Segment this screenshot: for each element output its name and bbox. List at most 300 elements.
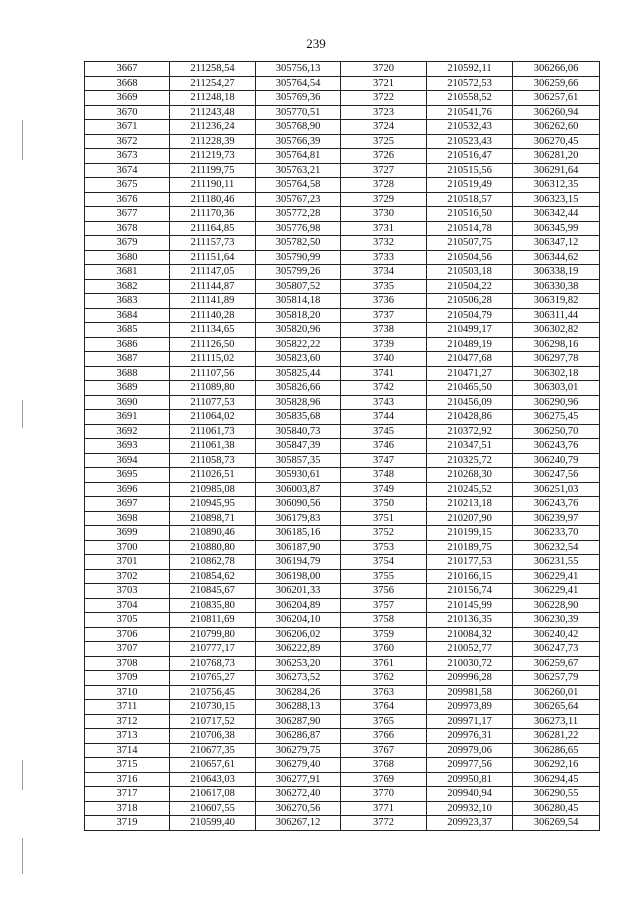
x-coordinate-cell: 209979,06	[427, 743, 513, 758]
table-row	[85, 294, 600, 309]
point-number-cell: 3729	[341, 192, 427, 207]
x-coordinate-cell: 211140,28	[170, 308, 256, 323]
table-row	[85, 424, 600, 439]
point-number-cell: 3755	[341, 569, 427, 584]
y-coordinate-cell: 306259,67	[513, 656, 600, 671]
x-coordinate-cell: 210835,80	[170, 598, 256, 613]
point-number-cell: 3685	[85, 323, 170, 338]
y-coordinate-cell: 305823,60	[256, 352, 341, 367]
table-row	[85, 787, 600, 802]
y-coordinate-cell: 306247,73	[513, 642, 600, 657]
x-coordinate-cell: 211141,89	[170, 294, 256, 309]
point-number-cell: 3709	[85, 671, 170, 686]
y-coordinate-cell: 305770,51	[256, 105, 341, 120]
point-number-cell: 3688	[85, 366, 170, 381]
x-coordinate-cell: 211190,11	[170, 178, 256, 193]
point-number-cell: 3720	[341, 62, 427, 77]
point-number-cell: 3748	[341, 468, 427, 483]
table-row	[85, 323, 600, 338]
y-coordinate-cell: 305826,66	[256, 381, 341, 396]
y-coordinate-cell: 306269,54	[513, 816, 600, 831]
point-number-cell: 3736	[341, 294, 427, 309]
point-number-cell: 3766	[341, 729, 427, 744]
x-coordinate-cell: 210523,43	[427, 134, 513, 149]
y-coordinate-cell: 306233,70	[513, 526, 600, 541]
x-coordinate-cell: 210643,03	[170, 772, 256, 787]
point-number-cell: 3708	[85, 656, 170, 671]
point-number-cell: 3750	[341, 497, 427, 512]
x-coordinate-cell: 210945,95	[170, 497, 256, 512]
point-number-cell: 3727	[341, 163, 427, 178]
table-row	[85, 627, 600, 642]
point-number-cell: 3728	[341, 178, 427, 193]
page-number: 239	[306, 36, 326, 51]
y-coordinate-cell: 306319,82	[513, 294, 600, 309]
point-number-cell: 3714	[85, 743, 170, 758]
x-coordinate-cell: 210756,45	[170, 685, 256, 700]
x-coordinate-cell: 210777,17	[170, 642, 256, 657]
y-coordinate-cell: 306280,45	[513, 801, 600, 816]
table-row	[85, 250, 600, 265]
x-coordinate-cell: 210084,32	[427, 627, 513, 642]
x-coordinate-cell: 210706,38	[170, 729, 256, 744]
x-coordinate-cell: 210677,35	[170, 743, 256, 758]
table-row	[85, 395, 600, 410]
y-coordinate-cell: 305766,39	[256, 134, 341, 149]
table-row	[85, 236, 600, 251]
point-number-cell: 3761	[341, 656, 427, 671]
point-number-cell: 3741	[341, 366, 427, 381]
table-row	[85, 207, 600, 222]
x-coordinate-cell: 210156,74	[427, 584, 513, 599]
margin-scan-mark	[22, 120, 23, 160]
table-row	[85, 439, 600, 454]
x-coordinate-cell: 209932,10	[427, 801, 513, 816]
y-coordinate-cell: 306185,16	[256, 526, 341, 541]
point-number-cell: 3696	[85, 482, 170, 497]
x-coordinate-cell: 211144,87	[170, 279, 256, 294]
y-coordinate-cell: 306338,19	[513, 265, 600, 280]
point-number-cell: 3668	[85, 76, 170, 91]
point-number-cell: 3670	[85, 105, 170, 120]
point-number-cell: 3691	[85, 410, 170, 425]
x-coordinate-cell: 211064,02	[170, 410, 256, 425]
x-coordinate-cell: 210477,68	[427, 352, 513, 367]
y-coordinate-cell: 306272,40	[256, 787, 341, 802]
y-coordinate-cell: 306323,15	[513, 192, 600, 207]
table-row	[85, 511, 600, 526]
point-number-cell: 3682	[85, 279, 170, 294]
point-number-cell: 3747	[341, 453, 427, 468]
point-number-cell: 3723	[341, 105, 427, 120]
y-coordinate-cell: 306345,99	[513, 221, 600, 236]
y-coordinate-cell: 305814,18	[256, 294, 341, 309]
y-coordinate-cell: 305825,44	[256, 366, 341, 381]
x-coordinate-cell: 210599,40	[170, 816, 256, 831]
x-coordinate-cell: 210845,67	[170, 584, 256, 599]
table-row	[85, 714, 600, 729]
y-coordinate-cell: 305807,52	[256, 279, 341, 294]
x-coordinate-cell: 210558,52	[427, 91, 513, 106]
y-coordinate-cell: 305822,22	[256, 337, 341, 352]
y-coordinate-cell: 305782,50	[256, 236, 341, 251]
x-coordinate-cell: 210499,17	[427, 323, 513, 338]
y-coordinate-cell: 306247,56	[513, 468, 600, 483]
x-coordinate-cell: 211089,80	[170, 381, 256, 396]
x-coordinate-cell: 210515,56	[427, 163, 513, 178]
x-coordinate-cell: 210189,75	[427, 540, 513, 555]
y-coordinate-cell: 306275,45	[513, 410, 600, 425]
point-number-cell: 3745	[341, 424, 427, 439]
y-coordinate-cell: 306277,91	[256, 772, 341, 787]
point-number-cell: 3735	[341, 279, 427, 294]
point-number-cell: 3722	[341, 91, 427, 106]
x-coordinate-cell: 210030,72	[427, 656, 513, 671]
y-coordinate-cell: 306287,90	[256, 714, 341, 729]
point-number-cell: 3732	[341, 236, 427, 251]
y-coordinate-cell: 306240,79	[513, 453, 600, 468]
point-number-cell: 3699	[85, 526, 170, 541]
y-coordinate-cell: 306194,79	[256, 555, 341, 570]
y-coordinate-cell: 306267,12	[256, 816, 341, 831]
y-coordinate-cell: 306297,78	[513, 352, 600, 367]
y-coordinate-cell: 305772,28	[256, 207, 341, 222]
y-coordinate-cell: 305818,20	[256, 308, 341, 323]
x-coordinate-cell: 211147,05	[170, 265, 256, 280]
point-number-cell: 3700	[85, 540, 170, 555]
point-number-cell: 3698	[85, 511, 170, 526]
table-row	[85, 801, 600, 816]
x-coordinate-cell: 210456,09	[427, 395, 513, 410]
y-coordinate-cell: 306291,64	[513, 163, 600, 178]
x-coordinate-cell: 211115,02	[170, 352, 256, 367]
point-number-cell: 3674	[85, 163, 170, 178]
y-coordinate-cell: 306204,89	[256, 598, 341, 613]
x-coordinate-cell: 209981,58	[427, 685, 513, 700]
x-coordinate-cell: 211243,48	[170, 105, 256, 120]
point-number-cell: 3695	[85, 468, 170, 483]
point-number-cell: 3715	[85, 758, 170, 773]
table-row	[85, 308, 600, 323]
table-row	[85, 352, 600, 367]
y-coordinate-cell: 306270,45	[513, 134, 600, 149]
x-coordinate-cell: 211077,53	[170, 395, 256, 410]
x-coordinate-cell: 210519,49	[427, 178, 513, 193]
point-number-cell: 3757	[341, 598, 427, 613]
y-coordinate-cell: 306286,65	[513, 743, 600, 758]
x-coordinate-cell: 210268,30	[427, 468, 513, 483]
y-coordinate-cell: 306243,76	[513, 439, 600, 454]
y-coordinate-cell: 305763,21	[256, 163, 341, 178]
point-number-cell: 3725	[341, 134, 427, 149]
point-number-cell: 3671	[85, 120, 170, 135]
x-coordinate-cell: 209973,89	[427, 700, 513, 715]
y-coordinate-cell: 305790,99	[256, 250, 341, 265]
y-coordinate-cell: 306312,35	[513, 178, 600, 193]
table-row	[85, 62, 600, 77]
x-coordinate-cell: 210136,35	[427, 613, 513, 628]
x-coordinate-cell: 210052,77	[427, 642, 513, 657]
x-coordinate-cell: 210516,50	[427, 207, 513, 222]
table-row	[85, 221, 600, 236]
x-coordinate-cell: 210592,11	[427, 62, 513, 77]
point-number-cell: 3726	[341, 149, 427, 164]
x-coordinate-cell: 209996,28	[427, 671, 513, 686]
x-coordinate-cell: 209971,17	[427, 714, 513, 729]
x-coordinate-cell: 210617,08	[170, 787, 256, 802]
table-row	[85, 410, 600, 425]
margin-scan-mark	[22, 838, 23, 874]
y-coordinate-cell: 305768,90	[256, 120, 341, 135]
x-coordinate-cell: 210730,15	[170, 700, 256, 715]
point-number-cell: 3763	[341, 685, 427, 700]
x-coordinate-cell: 210245,52	[427, 482, 513, 497]
y-coordinate-cell: 306239,97	[513, 511, 600, 526]
x-coordinate-cell: 211157,73	[170, 236, 256, 251]
point-number-cell: 3681	[85, 265, 170, 280]
x-coordinate-cell: 211180,46	[170, 192, 256, 207]
x-coordinate-cell: 211170,36	[170, 207, 256, 222]
x-coordinate-cell: 210199,15	[427, 526, 513, 541]
point-number-cell: 3677	[85, 207, 170, 222]
x-coordinate-cell: 209923,37	[427, 816, 513, 831]
y-coordinate-cell: 306311,44	[513, 308, 600, 323]
y-coordinate-cell: 306204,10	[256, 613, 341, 628]
table-row	[85, 729, 600, 744]
point-number-cell: 3769	[341, 772, 427, 787]
x-coordinate-cell: 209977,56	[427, 758, 513, 773]
x-coordinate-cell: 210504,22	[427, 279, 513, 294]
table-row	[85, 526, 600, 541]
point-number-cell: 3710	[85, 685, 170, 700]
point-number-cell: 3687	[85, 352, 170, 367]
x-coordinate-cell: 210765,27	[170, 671, 256, 686]
table-row	[85, 192, 600, 207]
point-number-cell: 3701	[85, 555, 170, 570]
table-row	[85, 91, 600, 106]
x-coordinate-cell: 210607,55	[170, 801, 256, 816]
table-row	[85, 584, 600, 599]
table-row	[85, 163, 600, 178]
point-number-cell: 3758	[341, 613, 427, 628]
x-coordinate-cell: 210347,51	[427, 439, 513, 454]
point-number-cell: 3705	[85, 613, 170, 628]
table-row	[85, 743, 600, 758]
x-coordinate-cell: 210768,73	[170, 656, 256, 671]
point-number-cell: 3762	[341, 671, 427, 686]
x-coordinate-cell: 210985,08	[170, 482, 256, 497]
point-number-cell: 3692	[85, 424, 170, 439]
point-number-cell: 3704	[85, 598, 170, 613]
y-coordinate-cell: 306292,16	[513, 758, 600, 773]
y-coordinate-cell: 306260,01	[513, 685, 600, 700]
x-coordinate-cell: 210657,61	[170, 758, 256, 773]
table-row	[85, 497, 600, 512]
y-coordinate-cell: 306342,44	[513, 207, 600, 222]
y-coordinate-cell: 306262,60	[513, 120, 600, 135]
x-coordinate-cell: 210177,53	[427, 555, 513, 570]
y-coordinate-cell: 306228,90	[513, 598, 600, 613]
table-row	[85, 700, 600, 715]
table-row	[85, 540, 600, 555]
point-number-cell: 3740	[341, 352, 427, 367]
point-number-cell: 3675	[85, 178, 170, 193]
x-coordinate-cell: 210504,56	[427, 250, 513, 265]
point-number-cell: 3753	[341, 540, 427, 555]
point-number-cell: 3690	[85, 395, 170, 410]
table-row	[85, 569, 600, 584]
table-row	[85, 149, 600, 164]
table-row	[85, 772, 600, 787]
y-coordinate-cell: 306279,75	[256, 743, 341, 758]
table-row	[85, 656, 600, 671]
point-number-cell: 3759	[341, 627, 427, 642]
y-coordinate-cell: 305776,98	[256, 221, 341, 236]
coordinates-table	[84, 61, 600, 831]
point-number-cell: 3707	[85, 642, 170, 657]
point-number-cell: 3672	[85, 134, 170, 149]
x-coordinate-cell: 210325,72	[427, 453, 513, 468]
x-coordinate-cell: 210890,46	[170, 526, 256, 541]
y-coordinate-cell: 305828,96	[256, 395, 341, 410]
table-row	[85, 642, 600, 657]
point-number-cell: 3760	[341, 642, 427, 657]
x-coordinate-cell: 210504,79	[427, 308, 513, 323]
margin-scan-mark	[22, 760, 23, 790]
point-number-cell: 3667	[85, 62, 170, 77]
x-coordinate-cell: 210811,69	[170, 613, 256, 628]
x-coordinate-cell: 211199,75	[170, 163, 256, 178]
table-row	[85, 265, 600, 280]
x-coordinate-cell: 210518,57	[427, 192, 513, 207]
y-coordinate-cell: 306286,87	[256, 729, 341, 744]
x-coordinate-cell: 210213,18	[427, 497, 513, 512]
x-coordinate-cell: 211134,65	[170, 323, 256, 338]
x-coordinate-cell: 210541,76	[427, 105, 513, 120]
table-row	[85, 337, 600, 352]
y-coordinate-cell: 306198,00	[256, 569, 341, 584]
x-coordinate-cell: 210532,43	[427, 120, 513, 135]
table-row	[85, 178, 600, 193]
y-coordinate-cell: 306251,03	[513, 482, 600, 497]
point-number-cell: 3744	[341, 410, 427, 425]
x-coordinate-cell: 211228,39	[170, 134, 256, 149]
y-coordinate-cell: 306273,11	[513, 714, 600, 729]
y-coordinate-cell: 306003,87	[256, 482, 341, 497]
table-row	[85, 555, 600, 570]
point-number-cell: 3680	[85, 250, 170, 265]
point-number-cell: 3772	[341, 816, 427, 831]
point-number-cell: 3767	[341, 743, 427, 758]
point-number-cell: 3771	[341, 801, 427, 816]
x-coordinate-cell: 210898,71	[170, 511, 256, 526]
point-number-cell: 3703	[85, 584, 170, 599]
y-coordinate-cell: 306290,96	[513, 395, 600, 410]
point-number-cell: 3770	[341, 787, 427, 802]
y-coordinate-cell: 306179,83	[256, 511, 341, 526]
x-coordinate-cell: 210507,75	[427, 236, 513, 251]
point-number-cell: 3752	[341, 526, 427, 541]
y-coordinate-cell: 305930,61	[256, 468, 341, 483]
point-number-cell: 3721	[341, 76, 427, 91]
point-number-cell: 3756	[341, 584, 427, 599]
x-coordinate-cell: 211061,73	[170, 424, 256, 439]
table-row	[85, 598, 600, 613]
x-coordinate-cell: 211219,73	[170, 149, 256, 164]
x-coordinate-cell: 210506,28	[427, 294, 513, 309]
y-coordinate-cell: 306257,79	[513, 671, 600, 686]
y-coordinate-cell: 306240,42	[513, 627, 600, 642]
x-coordinate-cell: 211248,18	[170, 91, 256, 106]
y-coordinate-cell: 306230,39	[513, 613, 600, 628]
point-number-cell: 3684	[85, 308, 170, 323]
table-row	[85, 453, 600, 468]
point-number-cell: 3749	[341, 482, 427, 497]
table-row	[85, 468, 600, 483]
table-row	[85, 671, 600, 686]
point-number-cell: 3683	[85, 294, 170, 309]
table-row	[85, 758, 600, 773]
point-number-cell: 3679	[85, 236, 170, 251]
table-row	[85, 381, 600, 396]
x-coordinate-cell: 210799,80	[170, 627, 256, 642]
point-number-cell: 3739	[341, 337, 427, 352]
y-coordinate-cell: 306302,18	[513, 366, 600, 381]
x-coordinate-cell: 211254,27	[170, 76, 256, 91]
point-number-cell: 3693	[85, 439, 170, 454]
y-coordinate-cell: 305799,26	[256, 265, 341, 280]
table-row	[85, 105, 600, 120]
y-coordinate-cell: 306281,20	[513, 149, 600, 164]
table-row	[85, 279, 600, 294]
y-coordinate-cell: 306232,54	[513, 540, 600, 555]
y-coordinate-cell: 305840,73	[256, 424, 341, 439]
coordinates-table-body	[85, 62, 600, 831]
y-coordinate-cell: 306243,76	[513, 497, 600, 512]
y-coordinate-cell: 306273,52	[256, 671, 341, 686]
x-coordinate-cell: 211151,64	[170, 250, 256, 265]
y-coordinate-cell: 306290,55	[513, 787, 600, 802]
point-number-cell: 3702	[85, 569, 170, 584]
table-row	[85, 613, 600, 628]
x-coordinate-cell: 210514,78	[427, 221, 513, 236]
point-number-cell: 3689	[85, 381, 170, 396]
y-coordinate-cell: 305767,23	[256, 192, 341, 207]
x-coordinate-cell: 210428,86	[427, 410, 513, 425]
x-coordinate-cell: 211026,51	[170, 468, 256, 483]
point-number-cell: 3754	[341, 555, 427, 570]
y-coordinate-cell: 306266,06	[513, 62, 600, 77]
x-coordinate-cell: 211058,73	[170, 453, 256, 468]
y-coordinate-cell: 305764,81	[256, 149, 341, 164]
point-number-cell: 3706	[85, 627, 170, 642]
x-coordinate-cell: 211258,54	[170, 62, 256, 77]
x-coordinate-cell: 210880,80	[170, 540, 256, 555]
y-coordinate-cell: 305835,68	[256, 410, 341, 425]
y-coordinate-cell: 306279,40	[256, 758, 341, 773]
y-coordinate-cell: 306229,41	[513, 569, 600, 584]
margin-scan-mark	[22, 400, 23, 428]
y-coordinate-cell: 306259,66	[513, 76, 600, 91]
point-number-cell: 3678	[85, 221, 170, 236]
table-row	[85, 120, 600, 135]
y-coordinate-cell: 306222,89	[256, 642, 341, 657]
x-coordinate-cell: 211236,24	[170, 120, 256, 135]
point-number-cell: 3713	[85, 729, 170, 744]
x-coordinate-cell: 210372,92	[427, 424, 513, 439]
table-row	[85, 76, 600, 91]
point-number-cell: 3768	[341, 758, 427, 773]
